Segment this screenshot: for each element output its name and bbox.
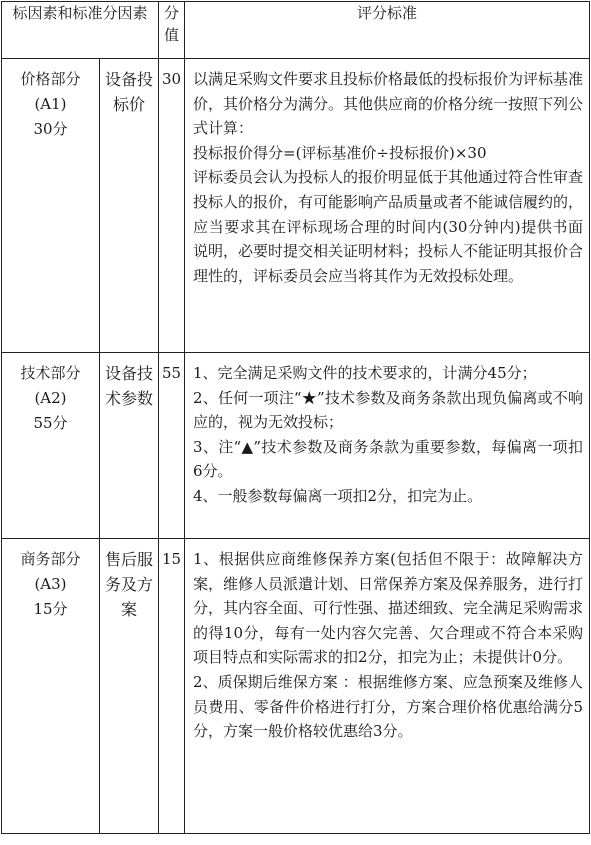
header-score: 分值 <box>159 2 185 59</box>
subject-cell: 设备技术参数 <box>100 353 159 539</box>
criteria-line: 2、任何一项注“★”技术参数及商务条款出现负偏离或不响应的，视为无效投标； <box>193 388 584 432</box>
score-cell: 15 <box>159 539 185 834</box>
criteria-cell <box>185 353 590 539</box>
category-name: 商务部分 <box>20 550 81 568</box>
criteria-line: 2、质保期后维保方案 ：根据维修方案、应急预案及维修人员费用、零备件价格进行打分，方案合理价格优惠给满分5分，方案一般价格较优惠给3分。 <box>193 672 584 741</box>
category-code: (A2) <box>34 389 67 407</box>
category-cell <box>2 539 100 834</box>
header-criteria: 评分标准 <box>185 2 590 59</box>
criteria-line: 4、一般参数每偏离一项扣2分，扣完为止。 <box>193 486 483 505</box>
criteria-line: 投标报价得分=(评标基准价÷投标报价)×30 <box>193 143 487 162</box>
criteria-line: 3、注“▲”技术参数及商务条款为重要参数，每偏离一项扣6分。 <box>193 437 584 481</box>
criteria-line: 1、完全满足采购文件的技术要求的，计满分45分； <box>193 364 537 382</box>
table-row <box>2 353 590 539</box>
criteria-cell <box>185 59 590 353</box>
category-name: 价格部分 <box>20 70 81 88</box>
scoring-table <box>1 1 590 834</box>
score-cell: 55 <box>159 353 185 539</box>
header-row <box>2 2 590 59</box>
category-name: 技术部分 <box>20 364 81 382</box>
subject-cell: 售后服务及方案 <box>100 539 159 834</box>
table-row <box>2 59 590 353</box>
criteria-line: 以满足采购文件要求且投标价格最低的投标报价为评标基准价，其价格分为满分。其他供应商的价格分统一按照下列公式计算： <box>193 70 584 138</box>
subject-cell: 设备投标价 <box>100 59 159 353</box>
category-points: 15分 <box>33 600 68 618</box>
table-row <box>2 539 590 834</box>
criteria-line: 1、根据供应商维修保养方案(包括但不限于：故障解决方案，维修人员派遣计划、日常保养方案及保养服务，进行打分，其内容全面、可行性强、描述细致、完全满足采购需求的得10分，每有一处内容欠完善、欠合理或不符合本采购项目特点和实际需求的扣2分，扣完为止；未提供计0分。 <box>193 550 584 667</box>
criteria-cell <box>185 539 590 834</box>
criteria-line: 评标委员会认为投标人的报价明显低于其他通过符合性审查投标人的报价，有可能影响产品质量或者不能诚信履约的，应当要求其在评标现场合理的时间内(30分钟内)提供书面说明，必要时提交相关证明材料；投标人不能证明其报价合理性的，评标委员会应当将其作为无效投标处理。 <box>193 168 584 285</box>
category-code: (A1) <box>34 95 67 113</box>
header-factor: 标因素和标准分因素 <box>2 2 159 59</box>
category-points: 55分 <box>33 414 68 432</box>
category-cell <box>2 353 100 539</box>
category-code: (A3) <box>34 575 67 593</box>
category-cell <box>2 59 100 353</box>
category-points: 30分 <box>33 120 68 138</box>
score-cell: 30 <box>159 59 185 353</box>
